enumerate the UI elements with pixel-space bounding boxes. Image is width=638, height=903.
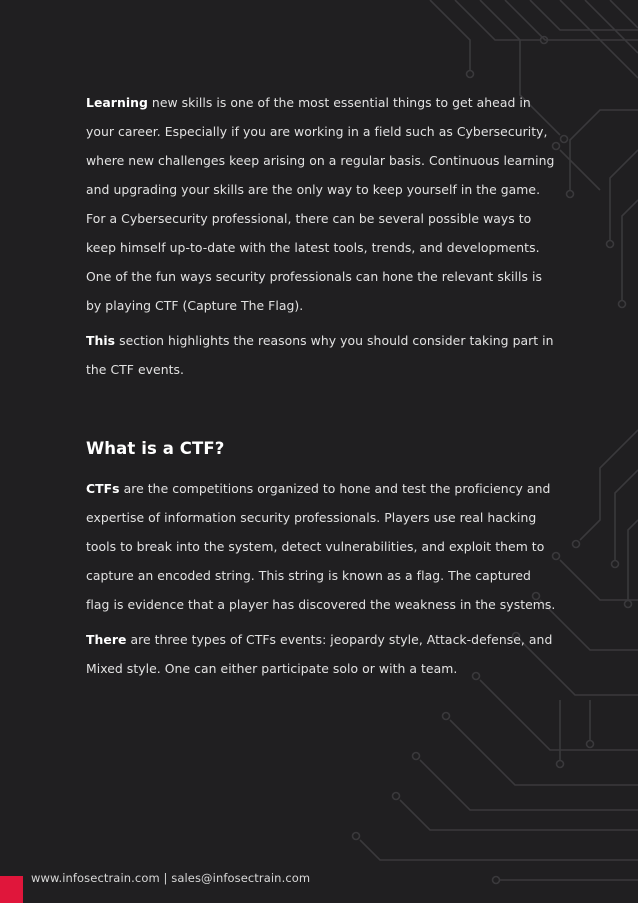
lead-word: This <box>86 333 116 348</box>
section-paragraph-2 <box>86 625 556 683</box>
footer-contact[interactable]: www.infosectrain.com | sales@infosectrain.com <box>31 871 311 885</box>
paragraph-text: section highlights the reasons why you should consider taking part in the CTF events. <box>86 333 554 377</box>
lead-word: There <box>86 632 127 647</box>
lead-word: CTFs <box>86 481 120 496</box>
paragraph-text: are three types of CTFs events: jeopardy style, Attack-defense, and Mixed style. One can either participate solo or with a team. <box>86 632 553 676</box>
section-paragraph-1 <box>86 474 556 619</box>
lead-word: Learning <box>86 95 148 110</box>
intro-paragraph-2 <box>86 326 556 384</box>
paragraph-text: are the competitions organized to hone and test the proficiency and expertise of information security professionals. Players use real hacking tools to break into the system, detect vulnerabilities, and exploit them to capture an encoded string. This string is known as a flag. The captured flag is evidence that a player has discovered the weakness in the systems. <box>86 481 556 612</box>
page-content <box>86 88 556 689</box>
footer-accent-block <box>0 876 23 903</box>
paragraph-text: new skills is one of the most essential things to get ahead in your career. Especially if you are working in a field such as Cybersecurity, where new challenges keep arising on a regular basis. Continuous learning and upgrading your skills are the only way to keep yourself in the game. For a Cybersecurity professional, there can be several possible ways to keep himself up-to-date with the latest tools, trends, and developments. One of the fun ways security professionals can hone the relevant skills is by playing CTF (Capture The Flag). <box>86 95 555 313</box>
section-heading: What is a CTF? <box>86 439 225 458</box>
intro-paragraph-1 <box>86 88 556 320</box>
